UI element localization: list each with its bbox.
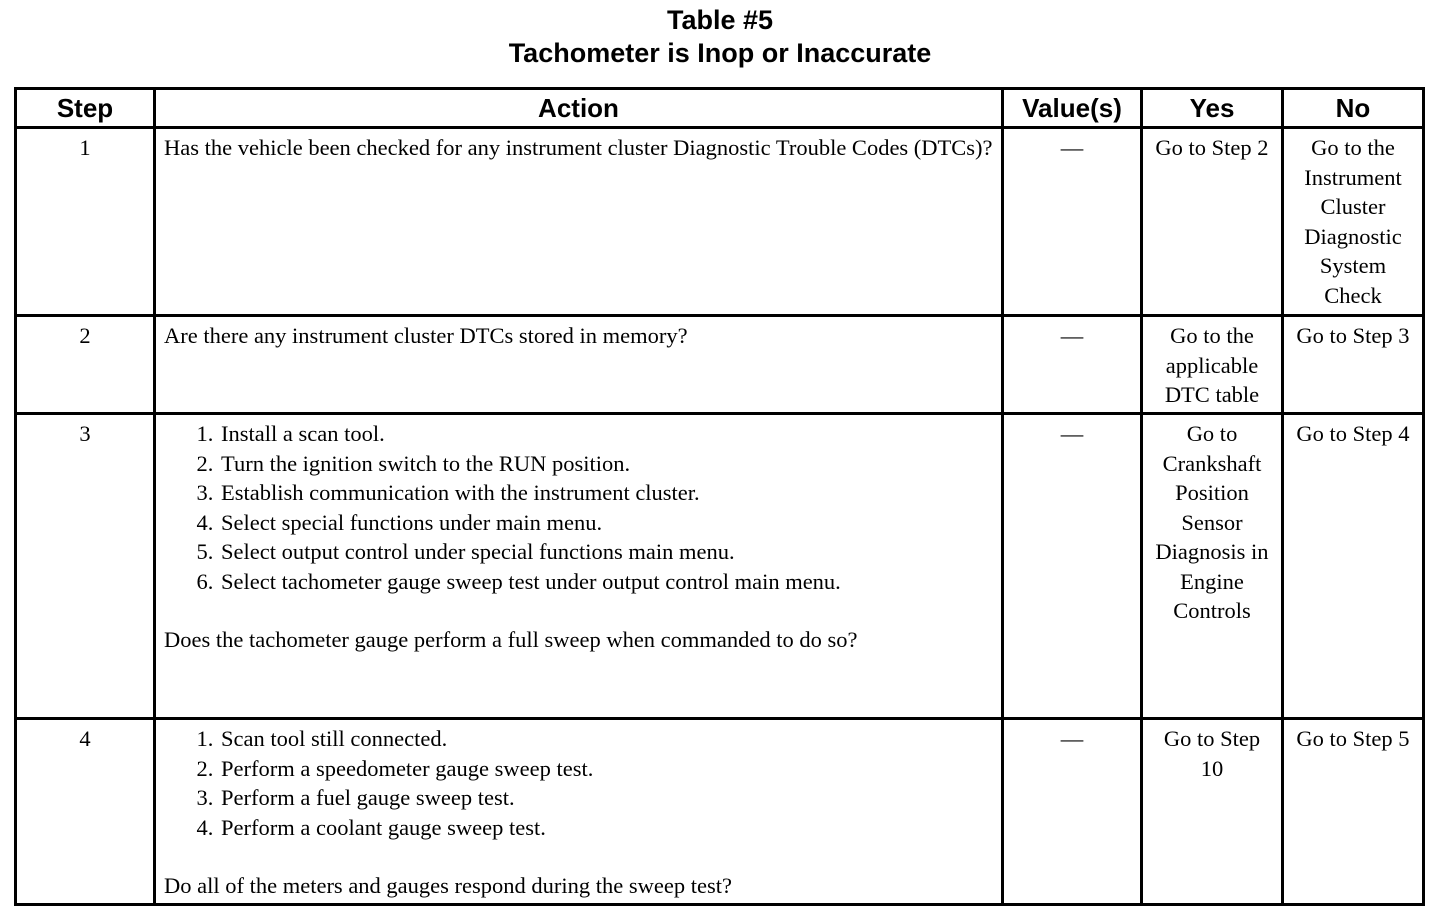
action-step-item: 4. Select special functions under main menu. bbox=[219, 508, 993, 538]
no-cell: Go to Step 3 bbox=[1283, 316, 1424, 414]
action-question: Does the tachometer gauge perform a full sweep when commanded to do so? bbox=[164, 627, 858, 652]
table-row bbox=[16, 414, 1424, 719]
value-cell: — bbox=[1003, 128, 1142, 316]
value-cell: — bbox=[1003, 719, 1142, 905]
action-step-item: 1. Install a scan tool. bbox=[219, 419, 993, 449]
action-step-item: 2. Perform a speedometer gauge sweep test. bbox=[219, 754, 993, 784]
yes-cell: Go to Step 10 bbox=[1142, 719, 1283, 905]
spacer bbox=[164, 596, 993, 625]
action-cell bbox=[155, 316, 1003, 414]
yes-cell: Go to Crankshaft Position Sensor Diagnosis in Engine Controls bbox=[1142, 414, 1283, 719]
no-cell: Go to the Instrument Cluster Diagnostic System Check bbox=[1283, 128, 1424, 316]
action-question: Do all of the meters and gauges respond during the sweep test? bbox=[164, 873, 732, 898]
action-step-list bbox=[164, 724, 993, 842]
table-row bbox=[16, 316, 1424, 414]
value-cell: — bbox=[1003, 414, 1142, 719]
action-question: Has the vehicle been checked for any instrument cluster Diagnostic Trouble Codes (DTCs)? bbox=[164, 135, 993, 160]
table-subject: Tachometer is Inop or Inaccurate bbox=[508, 38, 932, 68]
header-step: Step bbox=[16, 89, 155, 128]
no-cell: Go to Step 4 bbox=[1283, 414, 1424, 719]
table-row bbox=[16, 719, 1424, 905]
header-value: Value(s) bbox=[1003, 89, 1142, 128]
yes-cell: Go to Step 2 bbox=[1142, 128, 1283, 316]
action-step-list bbox=[164, 419, 993, 596]
diagnostic-table bbox=[14, 87, 1425, 906]
step-number: 4 bbox=[16, 719, 155, 905]
step-number: 1 bbox=[16, 128, 155, 316]
value-cell: — bbox=[1003, 316, 1142, 414]
action-question: Are there any instrument cluster DTCs stored in memory? bbox=[164, 323, 688, 348]
action-cell bbox=[155, 128, 1003, 316]
action-step-item: 5. Select output control under special functions main menu. bbox=[219, 537, 993, 567]
table-number: Table #5 bbox=[666, 5, 774, 35]
header-action: Action bbox=[155, 89, 1003, 128]
spacer bbox=[164, 842, 993, 871]
no-cell: Go to Step 5 bbox=[1283, 719, 1424, 905]
header-yes: Yes bbox=[1142, 89, 1283, 128]
action-step-item: 2. Turn the ignition switch to the RUN position. bbox=[219, 449, 993, 479]
action-step-item: 6. Select tachometer gauge sweep test under output control main menu. bbox=[219, 567, 993, 597]
action-step-item: 1. Scan tool still connected. bbox=[219, 724, 993, 754]
table-title bbox=[0, 4, 1440, 70]
action-cell bbox=[155, 414, 1003, 719]
step-number: 3 bbox=[16, 414, 155, 719]
action-step-item: 3. Establish communication with the instrument cluster. bbox=[219, 478, 993, 508]
table-row bbox=[16, 128, 1424, 316]
yes-cell: Go to the applicable DTC table bbox=[1142, 316, 1283, 414]
header-no: No bbox=[1283, 89, 1424, 128]
step-number: 2 bbox=[16, 316, 155, 414]
action-step-item: 4. Perform a coolant gauge sweep test. bbox=[219, 813, 993, 843]
action-cell bbox=[155, 719, 1003, 905]
action-step-item: 3. Perform a fuel gauge sweep test. bbox=[219, 783, 993, 813]
header-row bbox=[16, 89, 1424, 128]
